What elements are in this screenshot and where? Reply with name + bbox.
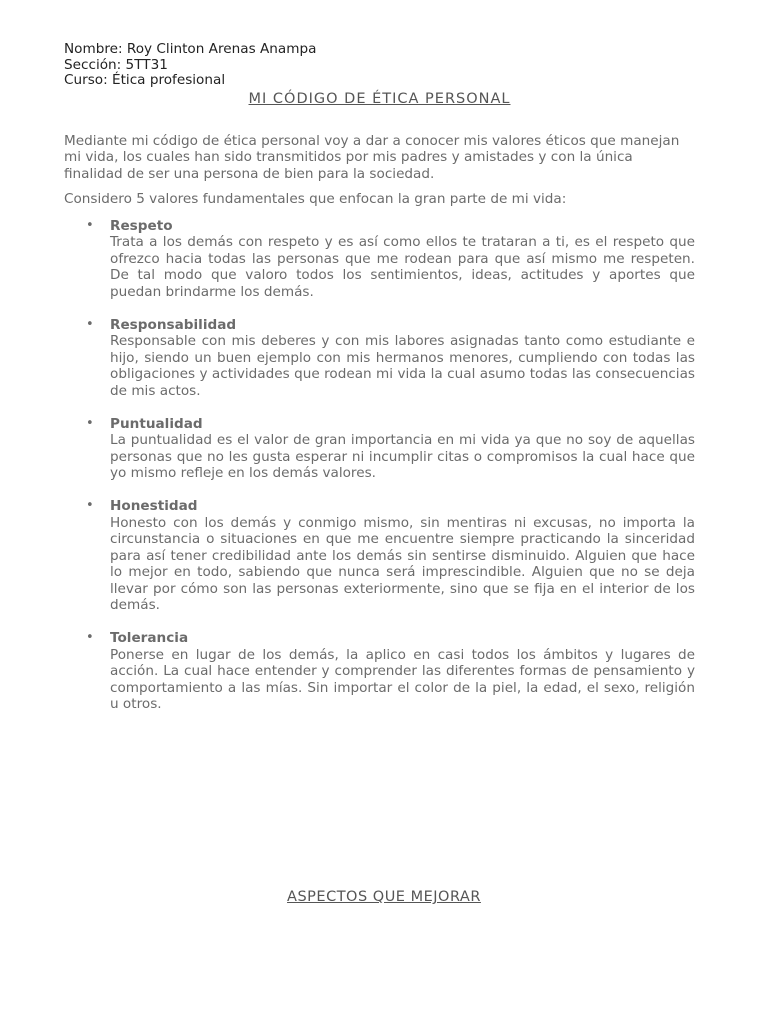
value-description: Honesto con los demás y conmigo mismo, sin mentiras ni excusas, no importa la circunstancia o situaciones en que me encuentre siempre practicando la sinceridad para así tener credibilidad ante los demás sin sentirse disminuido. Alguien que hace lo mejor en todo, sabiendo que nunca será imprescindible. Alguien que no se deja llevar por cómo son las personas exteriormente, sino que se fija en el interior de los demás. xyxy=(110,514,695,613)
value-item-respeto xyxy=(64,218,695,301)
student-name: Nombre: Roy Clinton Arenas Anampa xyxy=(64,41,317,57)
value-title: Responsabilidad xyxy=(110,316,237,333)
bullet-icon: • xyxy=(86,217,94,233)
document-page xyxy=(64,42,695,729)
value-item-honestidad xyxy=(64,498,695,614)
value-title: Tolerancia xyxy=(110,630,189,646)
section-heading-aspectos: ASPECTOS QUE MEJORAR xyxy=(287,889,481,905)
intro-paragraph: Mediante mi código de ética personal voy a dar a conocer mis valores éticos que manejan mi vida, los cuales han sido transmitidos por mis padres y amistades y con la única finalidad de ser una persona de bien para la sociedad. xyxy=(64,132,680,182)
student-header xyxy=(64,42,695,89)
value-title: Respeto xyxy=(110,217,173,234)
value-description: Responsable con mis deberes y con mis labores asignadas tanto como estudiante e hijo, siendo un buen ejemplo con mis hermanos menores, cumpliendo con todas las obligaciones y actividades que rodean mi vida la cual asumo todas las consecuencias de mis actos. xyxy=(110,333,695,399)
value-title: Puntualidad xyxy=(110,415,203,432)
value-item-responsabilidad xyxy=(64,317,695,400)
student-course: Curso: Ética profesional xyxy=(64,72,226,88)
value-item-tolerancia xyxy=(64,630,695,713)
value-description: Ponerse en lugar de los demás, la aplico en casi todos los ámbitos y lugares de acción. La cual hace entender y comprender las diferentes formas de pensamiento y comportamiento a las mías. Sin importar el color de la piel, la edad, el sexo, religión u otros. xyxy=(110,646,695,712)
student-section: Sección: 5TT31 xyxy=(64,56,168,73)
value-item-puntualidad xyxy=(64,416,695,482)
document-title: MI CÓDIGO DE ÉTICA PERSONAL xyxy=(248,90,511,107)
bullet-icon: • xyxy=(86,498,94,513)
bullet-icon: • xyxy=(86,630,94,645)
value-description: Trata a los demás con respeto y es así como ellos te trataran a ti, es el respeto que ofrezco hacia todas las personas que me rodean para que así mismo me respeten. De tal modo que valoro todos los sentimientos, ideas, actitudes y aportes que puedan brindarme los demás. xyxy=(110,234,695,300)
value-description: La puntualidad es el valor de gran importancia en mi vida ya que no soy de aquellas personas que no les gusta esperar ni incumplir citas o compromisos la cual hace que yo mismo refleje en los demás valores. xyxy=(110,432,695,481)
bullet-icon: • xyxy=(86,316,94,332)
values-intro: Considero 5 valores fundamentales que enfocan la gran parte de mi vida: xyxy=(64,191,567,207)
bullet-icon: • xyxy=(86,415,94,431)
value-title: Honestidad xyxy=(110,498,198,514)
values-list xyxy=(64,218,695,713)
